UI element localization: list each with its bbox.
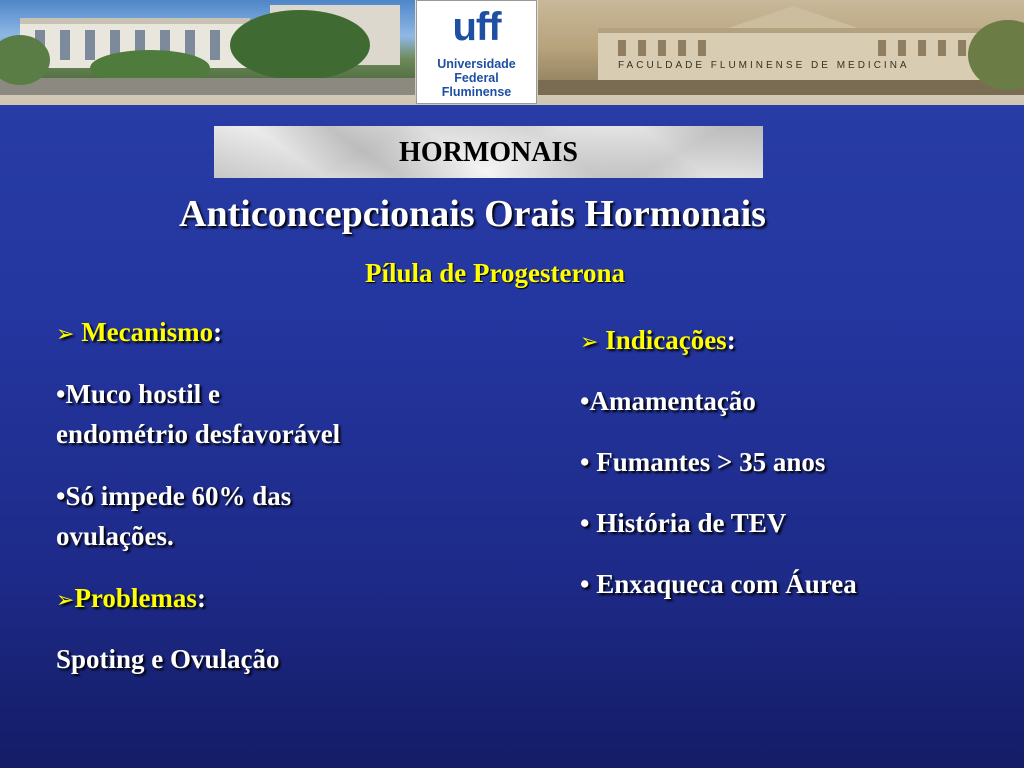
campus-photo [0,0,415,95]
mecanismo-colon: : [213,317,223,347]
indicacao-item: • Enxaqueca com Áurea [580,569,857,599]
indicacoes-colon: : [726,325,736,355]
problemas-colon: : [196,583,206,613]
building-graphic [538,0,1024,95]
mecanismo-heading-row [56,314,222,353]
section-label-box [214,126,763,178]
logo-line-2: Federal [454,71,499,85]
campus-photo-graphic [0,0,415,95]
indicacoes-heading: Indicações [605,325,727,355]
slide-subtitle: Pílula de Progesterona [365,258,625,288]
slide-title: Anticoncepcionais Orais Hormonais [179,193,766,235]
mecanismo-heading: Mecanismo [81,317,214,347]
indicacao-item: • História de TEV [580,508,787,538]
logo-line-3: Fluminense [441,85,512,99]
indicacao-item: •Amamentação [580,386,756,416]
mecanismo-item-1-line-2: endométrio desfavorável [56,419,341,449]
logo-line-1: Universidade [437,57,516,71]
mecanismo-item-1-line-1: •Muco hostil e [56,379,220,409]
problemas-heading: Problemas [74,583,197,613]
problemas-heading-row [56,580,206,619]
arrow-bullet-icon: ➢ [56,588,75,613]
header-banner [0,0,1024,105]
uff-logo [416,0,537,104]
indicacoes-heading-row [580,322,736,361]
problemas-text: Spoting e Ovulação [56,644,280,674]
arrow-bullet-icon: ➢ [56,322,75,347]
mecanismo-item-2-line-1: •Só impede 60% das [56,481,292,511]
faculty-building-photo [538,0,1024,95]
indicacao-item: • Fumantes > 35 anos [580,447,826,477]
arrow-bullet-icon: ➢ [580,330,599,355]
mecanismo-item-2-line-2: ovulações. [56,521,174,551]
section-label: HORMONAIS [399,137,578,168]
logo-mark: uff [452,5,501,49]
building-engraving: FACULDADE FLUMINENSE DE MEDICINA [618,60,910,71]
